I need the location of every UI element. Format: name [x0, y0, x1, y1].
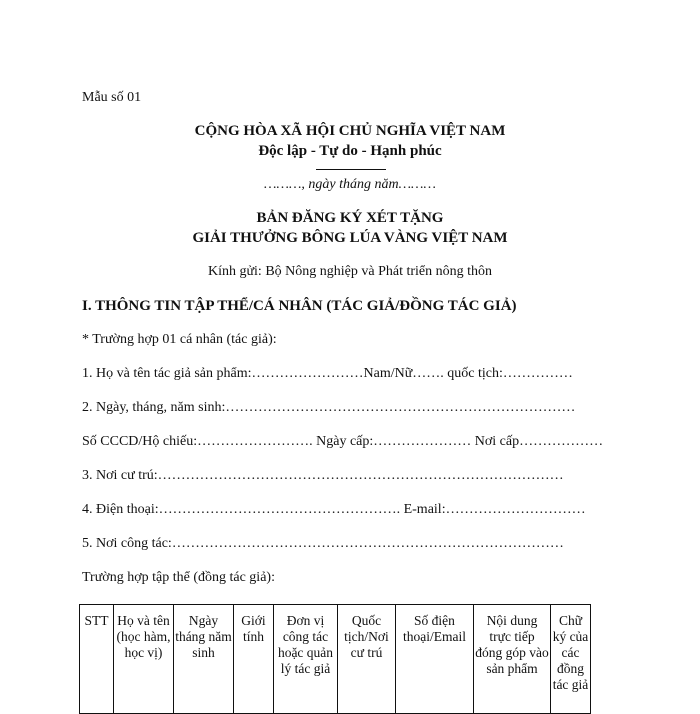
col-header-birth-date: Ngày tháng năm sinh — [174, 605, 234, 714]
national-motto: Độc lập - Tự do - Hạnh phúc — [258, 143, 442, 159]
table-header-row — [80, 605, 591, 714]
field-residence: 3. Nơi cư trú:…………………………………………………………………………… — [82, 468, 564, 483]
motto-underline — [316, 169, 386, 170]
field-phone-email: 4. Điện thoại:……………………………………………. E-mail:………………………… — [82, 502, 586, 517]
col-header-full-name: Họ và tên (học hàm, học vị) — [114, 605, 174, 714]
country-name: CỘNG HÒA XÃ HỘI CHỦ NGHĨA VIỆT NAM — [194, 123, 506, 139]
col-header-gender: Giới tính — [234, 605, 274, 714]
field-id-card: Số CCCD/Hộ chiếu:……………………. Ngày cấp:………………… Nơi cấp……………… — [82, 434, 604, 449]
col-header-stt: STT — [80, 605, 114, 714]
col-header-nationality: Quốc tịch/Nơi cư trú — [338, 605, 396, 714]
col-header-phone-email: Số điện thoại/Email — [396, 605, 474, 714]
document-title-line2: GIẢI THƯỞNG BÔNG LÚA VÀNG VIỆT NAM — [192, 230, 508, 246]
col-header-contribution: Nội dung trực tiếp đóng góp vào sản phẩm — [474, 605, 551, 714]
document-title-line1: BẢN ĐĂNG KÝ XÉT TẶNG — [256, 210, 444, 226]
form-number: Mẫu số 01 — [82, 90, 142, 105]
col-header-signature: Chữ ký của các đồng tác giả — [551, 605, 591, 714]
recipient-line: Kính gửi: Bộ Nông nghiệp và Phát triển nông thôn — [207, 264, 493, 279]
section-heading: I. THÔNG TIN TẬP THỂ/CÁ NHÂN (TÁC GIẢ/ĐỒNG TÁC GIẢ) — [82, 298, 517, 314]
case-individual-label: * Trường hợp 01 cá nhân (tác giả): — [82, 332, 277, 347]
field-workplace: 5. Nơi công tác:………………………………………………………………………… — [82, 536, 564, 551]
case-group-label: Trường hợp tập thể (đồng tác giả): — [82, 570, 275, 585]
field-birth-date: 2. Ngày, tháng, năm sinh:………………………………………………………………… — [82, 400, 576, 415]
date-line: ………, ngày tháng năm……… — [264, 177, 436, 192]
field-author-name: 1. Họ và tên tác giả sản phẩm:……………………Nam/Nữ……. quốc tịch:…………… — [82, 366, 573, 381]
co-authors-table — [79, 604, 591, 714]
col-header-organization: Đơn vị công tác hoặc quản lý tác giả — [274, 605, 338, 714]
